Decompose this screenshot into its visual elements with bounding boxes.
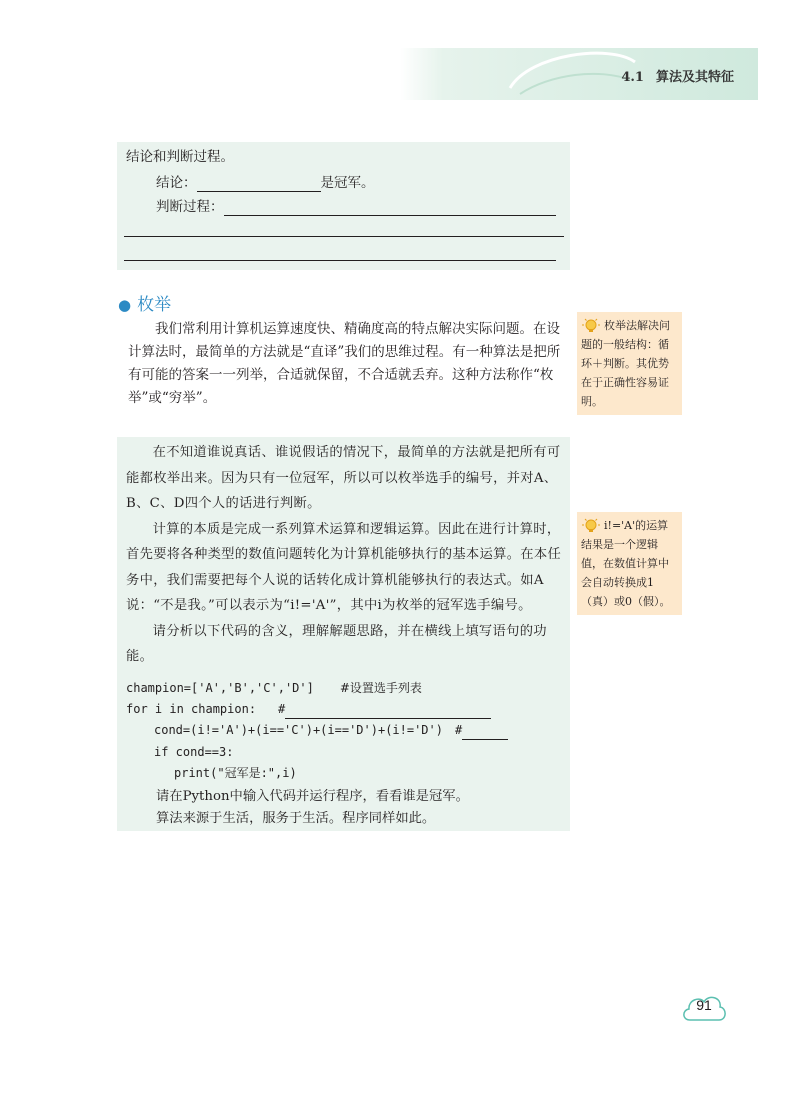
lightbulb-icon xyxy=(581,518,601,534)
conclusion-label: 结论： xyxy=(156,175,197,191)
lightbulb-icon xyxy=(581,318,601,334)
code-text: print("冠军是:",i) xyxy=(174,766,297,780)
page-number: 91 xyxy=(696,997,712,1013)
task-paragraph: 计算的本质是完成一系列算术运算和逻辑运算。因此在进行计算时，首先要将各种类型的数值问题转化为计算机能够执行的基本运算。在本任务中，我们需要把每个人说的话转化成计算机能够执行的表达式。如A说：“不是我。”可以表示为“i!='A'”，其中i为枚举的冠军选手编号。 xyxy=(126,521,562,613)
process-label: 判断过程： xyxy=(156,199,224,215)
process-line xyxy=(156,198,556,216)
code-comment: # xyxy=(454,723,463,737)
bullet-dot-icon: ● xyxy=(118,296,132,314)
section-heading xyxy=(118,290,171,315)
section-title: 枚举 xyxy=(137,295,172,315)
code-comment: #设置选手列表 xyxy=(339,681,422,695)
code-line-2 xyxy=(126,699,491,719)
code-line-1 xyxy=(126,678,422,698)
header-section-number: 4.1 xyxy=(621,70,644,85)
conclusion-blank[interactable] xyxy=(197,191,321,192)
panel-intro-text: 结论和判断过程。 xyxy=(126,149,234,165)
sidenote-enumeration xyxy=(577,312,682,415)
comment-blank-2[interactable] xyxy=(285,718,491,719)
header-section-title: 算法及其特征 xyxy=(655,70,734,85)
closing-line-2: 算法来源于生活，服务于生活。程序同样如此。 xyxy=(156,811,436,826)
sidenote-text: i!='A'的运算结果是一个逻辑值，在数值计算中会自动转换成1（真）或0（假）。 xyxy=(581,519,671,608)
code-comment: # xyxy=(278,702,286,716)
task-paragraph: 在不知道谁说真话、谁说假话的情况下，最简单的方法就是把所有可能都枚举出来。因为只有一位冠军，所以可以枚举选手的编号，并对A、B、C、D四个人的话进行判断。 xyxy=(126,445,561,511)
task-paragraph: 请分析以下代码的含义，理解解题思路，并在横线上填写语句的功能。 xyxy=(126,623,547,664)
sidenote-logic-value xyxy=(577,512,682,615)
code-text: cond=(i!='A')+(i=='C')+(i=='D')+(i!='D') xyxy=(154,723,443,737)
header-swoosh-decoration xyxy=(500,44,640,100)
code-line-3 xyxy=(154,720,508,740)
running-header xyxy=(621,66,734,85)
code-line-4: if cond==3: xyxy=(154,745,234,759)
code-text: champion=['A','B','C','D'] xyxy=(126,681,314,695)
section-paragraph: 我们常利用计算机运算速度快、精确度高的特点解决实际问题。在设计算法时，最简单的方法就是“直译”我们的思维过程。有一种算法是把所有可能的答案一一列举，合适就保留，不合适就丢弃。这种方法称作“枚举”或“穷举”。 xyxy=(128,321,561,406)
answer-rule-2[interactable] xyxy=(124,260,556,261)
task-paragraphs xyxy=(126,440,564,670)
conclusion-line xyxy=(156,174,375,192)
code-text: for i in champion: xyxy=(126,702,257,716)
conclusion-suffix: 是冠军。 xyxy=(320,175,375,191)
process-blank[interactable] xyxy=(224,215,556,216)
sidenote-text: 枚举法解决问题的一般结构：循环＋判断。其优势在于正确性容易证明。 xyxy=(581,319,670,408)
answer-rule-1[interactable] xyxy=(124,236,564,237)
code-line-5 xyxy=(174,763,297,783)
closing-line-1: 请在Python中输入代码并运行程序，看看谁是冠军。 xyxy=(156,789,469,804)
comment-blank-3[interactable] xyxy=(462,739,508,740)
section-body xyxy=(128,318,568,410)
